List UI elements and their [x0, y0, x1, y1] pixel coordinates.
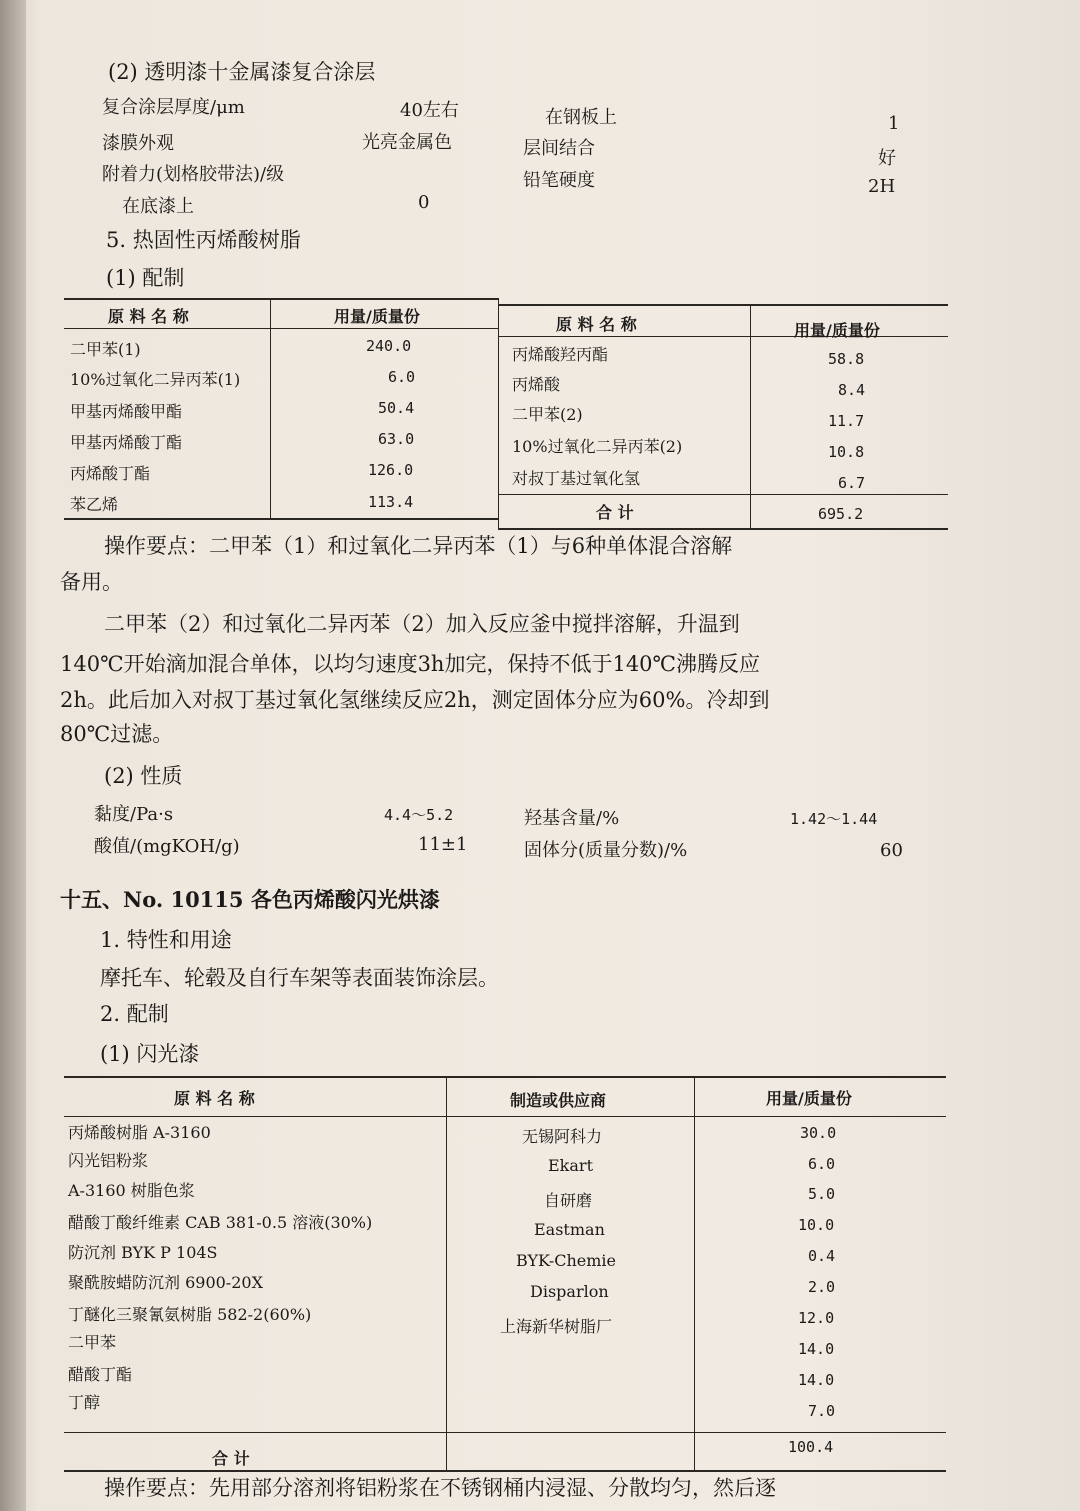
resin-prop-value: 11±1 [418, 834, 468, 855]
table-row-qty: 126.0 [368, 461, 414, 479]
table-row-qty: 12.0 [798, 1309, 835, 1327]
table1-header-qty-left: 用量/质量份 [334, 307, 420, 326]
table-row-name: 甲基丙烯酸甲酯 [70, 402, 183, 421]
coat-prop-right-value-2: 2H [868, 176, 896, 197]
resin-prop-value: 60 [880, 840, 903, 861]
table-row-qty: 113.4 [368, 493, 414, 511]
coat-prop-label-1: 漆膜外观 [102, 133, 174, 154]
table-row-name: 醋酸丁酸纤维素 CAB 381-0.5 溶液(30%) [68, 1213, 373, 1232]
resin-prop-value: 1.42～1.44 [790, 810, 878, 828]
table-row-name: 丙烯酸 [512, 375, 561, 394]
table-row-qty: 30.0 [800, 1124, 837, 1142]
table1-header-name-left: 原 料 名 称 [108, 307, 189, 326]
operation-notes-line: 操作要点：二甲苯（1）和过氧化二异丙苯（1）与6种单体混合溶解 [104, 534, 733, 558]
coat-prop-right-label-2: 铅笔硬度 [523, 170, 595, 191]
coat-prop-label-2: 附着力(划格胶带法)/级 [102, 164, 285, 185]
table-row-supplier: Ekart [548, 1156, 593, 1175]
table-row-supplier: 上海新华树脂厂 [500, 1317, 613, 1336]
table-row-name: 丙烯酸羟丙酯 [512, 345, 609, 364]
table-row-supplier: 自研磨 [544, 1191, 593, 1210]
table-row-name: 二甲苯 [68, 1333, 117, 1352]
paragraph-line: 二甲苯（2）和过氧化二异丙苯（2）加入反应釜中搅拌溶解，升温到 [104, 612, 740, 636]
coat-prop-label-0: 复合涂层厚度/μm [102, 97, 245, 118]
table-row-name: 丙烯酸树脂 A-3160 [68, 1123, 211, 1142]
table-row-name: 聚酰胺蜡防沉剂 6900-20X [68, 1273, 263, 1292]
table-row-supplier: Eastman [534, 1220, 605, 1239]
chapter-heading: 十五、No. 10115 各色丙烯酸闪光烘漆 [60, 887, 440, 912]
table-row-qty: 2.0 [808, 1278, 836, 1296]
paragraph-line: 80℃过滤。 [60, 722, 174, 746]
resin-prop-label: 固体分(质量分数)/% [524, 840, 688, 861]
table-row-qty: 11.7 [828, 412, 865, 430]
table-row-name: 二甲苯(1) [70, 340, 141, 359]
c15-section1-text: 摩托车、轮毂及自行车架等表面装饰涂层。 [100, 966, 499, 990]
table-row-qty: 8.4 [838, 381, 866, 399]
table1-total-label: 合 计 [596, 503, 634, 522]
table-row-qty: 10.8 [828, 443, 865, 461]
table-row-qty: 0.4 [808, 1247, 836, 1265]
coat-prop-value-0: 40左右 [400, 100, 459, 121]
table-row-supplier: BYK-Chemie [516, 1251, 617, 1270]
table-row-qty: 7.0 [808, 1402, 836, 1420]
resin-prop-value: 4.4～5.2 [384, 806, 454, 824]
section5-sub1-heading: (1) 配制 [106, 266, 185, 290]
table-row-name: 苯乙烯 [70, 495, 119, 514]
paragraph-line: 140℃开始滴加混合单体，以均匀速度3h加完，保持不低于140℃沸腾反应 [60, 652, 761, 676]
operation-notes-line: 操作要点：先用部分溶剂将铝粉浆在不锈钢桶内浸湿、分散均匀，然后逐 [104, 1476, 776, 1500]
table-row-qty: 6.0 [808, 1155, 836, 1173]
table-row-name: 醋酸丁酯 [68, 1365, 133, 1384]
table-row-qty: 14.0 [798, 1371, 835, 1389]
table-row-name: 闪光铝粉浆 [68, 1151, 149, 1170]
table-row-qty: 6.0 [388, 368, 416, 386]
table-row-name: 10%过氧化二异丙苯(2) [512, 437, 683, 456]
c15-section2-sub1-heading: (1) 闪光漆 [100, 1042, 200, 1066]
table-row-supplier: 无锡阿科力 [522, 1127, 603, 1146]
table1-header-name-right: 原 料 名 称 [556, 315, 637, 334]
table-row-name: 丁醇 [68, 1393, 101, 1412]
table-row-name: 二甲苯(2) [512, 405, 583, 424]
table2-header-qty: 用量/质量份 [766, 1089, 852, 1108]
section5-heading: 5. 热固性丙烯酸树脂 [106, 228, 301, 252]
table2-header-supplier: 制造或供应商 [510, 1091, 607, 1110]
coat-prop-label-3: 在底漆上 [122, 196, 194, 217]
c15-section1-heading: 1. 特性和用途 [100, 928, 232, 952]
table-row-name: 对叔丁基过氧化氢 [512, 469, 641, 488]
coat-prop-value-1: 光亮金属色 [362, 132, 452, 153]
table2-total-label: 合 计 [212, 1449, 250, 1468]
section5-sub2-heading: (2) 性质 [104, 764, 183, 788]
coat-prop-right-label-1: 层间结合 [523, 138, 595, 159]
table-row-name: 防沉剂 BYK P 104S [68, 1243, 218, 1262]
coat-prop-right-label-0: 在钢板上 [545, 107, 617, 128]
resin-prop-label: 酸值/(mgKOH/g) [94, 836, 240, 857]
table-row-name: 10%过氧化二异丙苯(1) [70, 370, 241, 389]
table-row-qty: 50.4 [378, 399, 415, 417]
table2-total-value: 100.4 [788, 1438, 834, 1456]
table1-header-qty-right: 用量/质量份 [794, 321, 880, 340]
table-row-name: 甲基丙烯酸丁酯 [70, 433, 183, 452]
resin-prop-label: 羟基含量/% [524, 808, 620, 829]
table-row-qty: 58.8 [828, 350, 865, 368]
sub2-heading: (2) 透明漆十金属漆复合涂层 [108, 60, 376, 84]
table-row-name: A-3160 树脂色浆 [68, 1181, 195, 1200]
coat-prop-value-3: 0 [418, 192, 430, 213]
c15-section2-heading: 2. 配制 [100, 1002, 169, 1026]
table-row-name: 丁醚化三聚氰氨树脂 582-2(60%) [68, 1305, 312, 1324]
operation-notes-line: 备用。 [60, 570, 123, 594]
resin-prop-label: 黏度/Pa·s [94, 804, 174, 825]
table-row-name: 丙烯酸丁酯 [70, 464, 151, 483]
coat-prop-right-value-0: 1 [888, 113, 900, 134]
table2-header-name: 原 料 名 称 [174, 1089, 255, 1108]
table-row-qty: 5.0 [808, 1185, 836, 1203]
paragraph-line: 2h。此后加入对叔丁基过氧化氢继续反应2h，测定固体分应为60%。冷却到 [60, 688, 770, 712]
table1-total-value: 695.2 [818, 505, 864, 523]
table-row-supplier: Disparlon [530, 1282, 609, 1301]
table-row-qty: 240.0 [366, 337, 412, 355]
table-row-qty: 14.0 [798, 1340, 835, 1358]
table-row-qty: 63.0 [378, 430, 415, 448]
table-row-qty: 6.7 [838, 474, 866, 492]
book-spine-shadow [0, 0, 26, 1511]
coat-prop-right-value-1: 好 [878, 148, 896, 169]
table-row-qty: 10.0 [798, 1216, 835, 1234]
